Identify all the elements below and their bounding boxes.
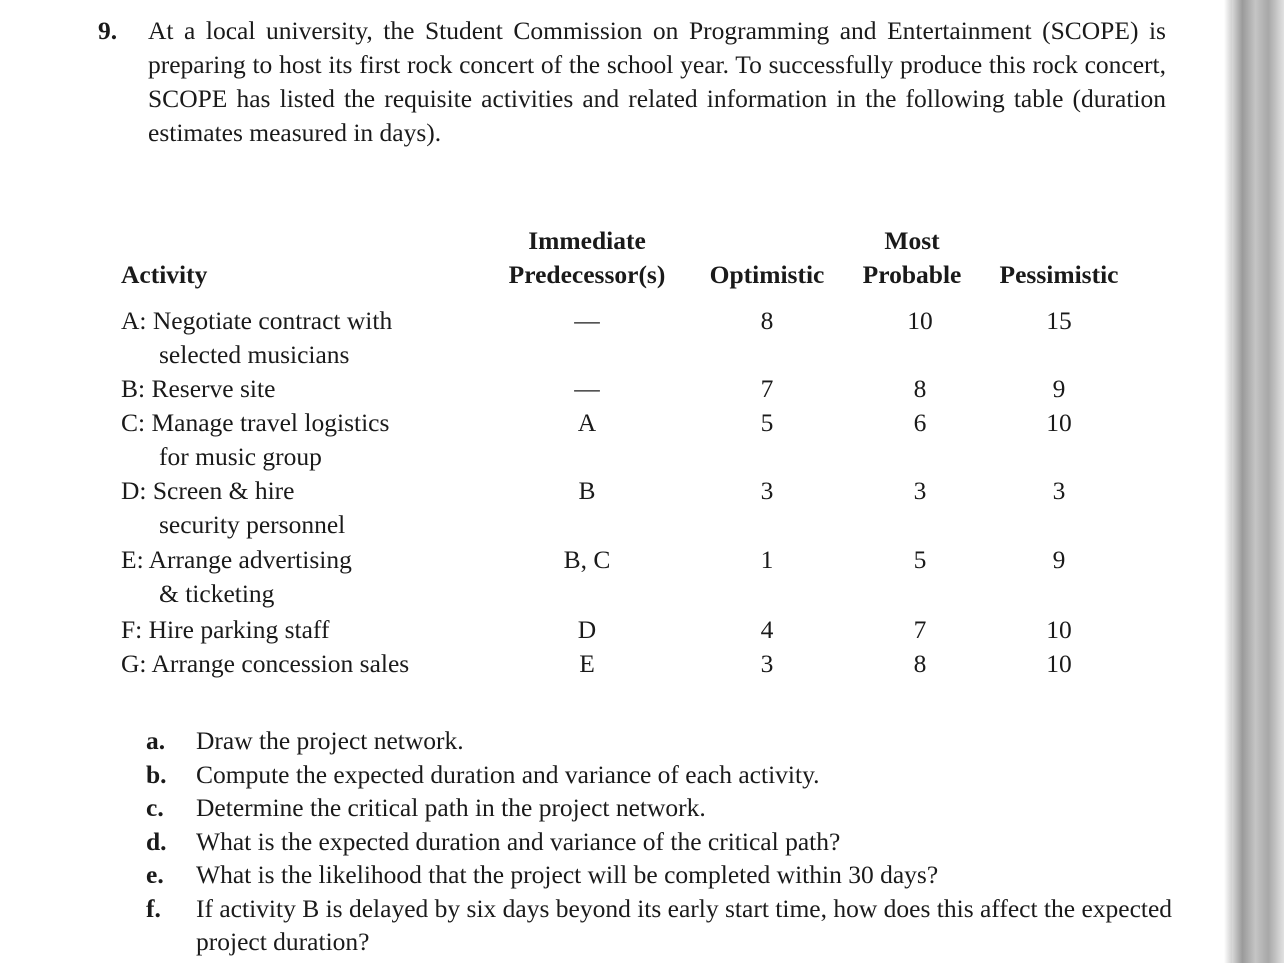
row-e-optimistic: 1 bbox=[760, 545, 774, 574]
row-c-predecessors: A bbox=[577, 408, 597, 437]
header-most-probable-top: Most bbox=[884, 226, 940, 255]
row-a-optimistic: 8 bbox=[760, 306, 774, 335]
row-e-pessimistic: 9 bbox=[1052, 545, 1066, 574]
row-f-most-probable: 7 bbox=[913, 615, 927, 644]
question-f bbox=[146, 892, 1176, 959]
row-g-optimistic: 3 bbox=[760, 649, 774, 678]
row-c-most-probable: 6 bbox=[913, 408, 927, 437]
question-label: a. bbox=[146, 726, 166, 755]
question-d bbox=[146, 825, 1176, 859]
header-optimistic: Optimistic bbox=[709, 260, 825, 289]
activity-label: A: Negotiate contract with bbox=[121, 306, 393, 335]
activity-label-cont: & ticketing bbox=[159, 579, 275, 608]
question-text: What is the likelihood that the project will be completed within 30 days? bbox=[196, 860, 939, 889]
row-activity-e bbox=[121, 543, 352, 611]
question-list bbox=[146, 724, 1176, 959]
activity-label: D: Screen & hire bbox=[121, 476, 295, 505]
row-d-optimistic: 3 bbox=[760, 476, 774, 505]
row-a-predecessors: — bbox=[574, 306, 600, 335]
row-d-pessimistic: 3 bbox=[1052, 476, 1066, 505]
row-e-predecessors: B, C bbox=[563, 545, 611, 574]
header-most-probable-bottom: Probable bbox=[862, 260, 962, 289]
activity-label: E: Arrange advertising bbox=[121, 545, 352, 574]
row-activity-g: G: Arrange concession sales bbox=[121, 649, 410, 678]
question-e bbox=[146, 858, 1176, 892]
row-g-pessimistic: 10 bbox=[1046, 649, 1072, 678]
question-label: d. bbox=[146, 826, 167, 856]
row-f-optimistic: 4 bbox=[760, 615, 774, 644]
question-text: Compute the expected duration and variance of each activity. bbox=[196, 759, 820, 789]
problem-text: At a local university, the Student Commission on Programming and Entertainment (SCOPE) is preparing to host its first rock concert of the school year. To successfully produce this rock concert, SCOPE has listed the requisite activities and related information in the following table (duration estimates measured in days). bbox=[148, 16, 1166, 147]
row-b-predecessors: — bbox=[574, 374, 600, 403]
row-d-most-probable: 3 bbox=[913, 476, 927, 505]
row-g-predecessors: E bbox=[579, 649, 595, 678]
header-predecessor-bottom: Predecessor(s) bbox=[508, 260, 666, 289]
header-pessimistic: Pessimistic bbox=[999, 260, 1119, 289]
row-activity-b: B: Reserve site bbox=[121, 374, 276, 403]
row-activity-d bbox=[121, 474, 345, 542]
question-label: b. bbox=[146, 759, 167, 789]
problem-number: 9. bbox=[98, 16, 118, 45]
question-text: Determine the critical path in the project network. bbox=[196, 793, 706, 822]
question-label: e. bbox=[146, 860, 164, 889]
question-b bbox=[146, 758, 1176, 792]
question-text: Draw the project network. bbox=[196, 726, 464, 755]
header-activity: Activity bbox=[121, 260, 208, 289]
page-binding-edge bbox=[1232, 0, 1284, 963]
row-f-predecessors: D bbox=[577, 615, 597, 644]
question-a bbox=[146, 724, 1176, 758]
row-c-optimistic: 5 bbox=[760, 408, 774, 437]
row-activity-a bbox=[121, 304, 392, 372]
row-a-most-probable: 10 bbox=[907, 306, 933, 335]
problem-statement bbox=[98, 14, 1166, 150]
row-b-optimistic: 7 bbox=[760, 374, 774, 403]
row-activity-f: F: Hire parking staff bbox=[121, 615, 330, 644]
row-b-pessimistic: 9 bbox=[1052, 374, 1066, 403]
activity-label-cont: security personnel bbox=[159, 510, 346, 539]
row-c-pessimistic: 10 bbox=[1046, 408, 1072, 437]
activity-label-cont: for music group bbox=[159, 442, 322, 471]
question-label: c. bbox=[146, 793, 164, 822]
row-e-most-probable: 5 bbox=[913, 545, 927, 574]
row-activity-c bbox=[121, 406, 389, 474]
row-d-predecessors: B bbox=[578, 476, 596, 505]
question-c bbox=[146, 791, 1176, 825]
question-text: If activity B is delayed by six days beyond its early start time, how does this affect the expected project duration? bbox=[196, 893, 1173, 956]
row-b-most-probable: 8 bbox=[913, 374, 927, 403]
row-a-pessimistic: 15 bbox=[1046, 306, 1072, 335]
activity-label-cont: selected musicians bbox=[159, 340, 350, 369]
row-g-most-probable: 8 bbox=[913, 649, 927, 678]
activity-label: C: Manage travel logistics bbox=[121, 408, 390, 437]
row-f-pessimistic: 10 bbox=[1046, 615, 1072, 644]
header-predecessor-top: Immediate bbox=[528, 226, 646, 255]
question-text: What is the expected duration and variance of the critical path? bbox=[196, 826, 841, 856]
question-label: f. bbox=[146, 893, 161, 923]
